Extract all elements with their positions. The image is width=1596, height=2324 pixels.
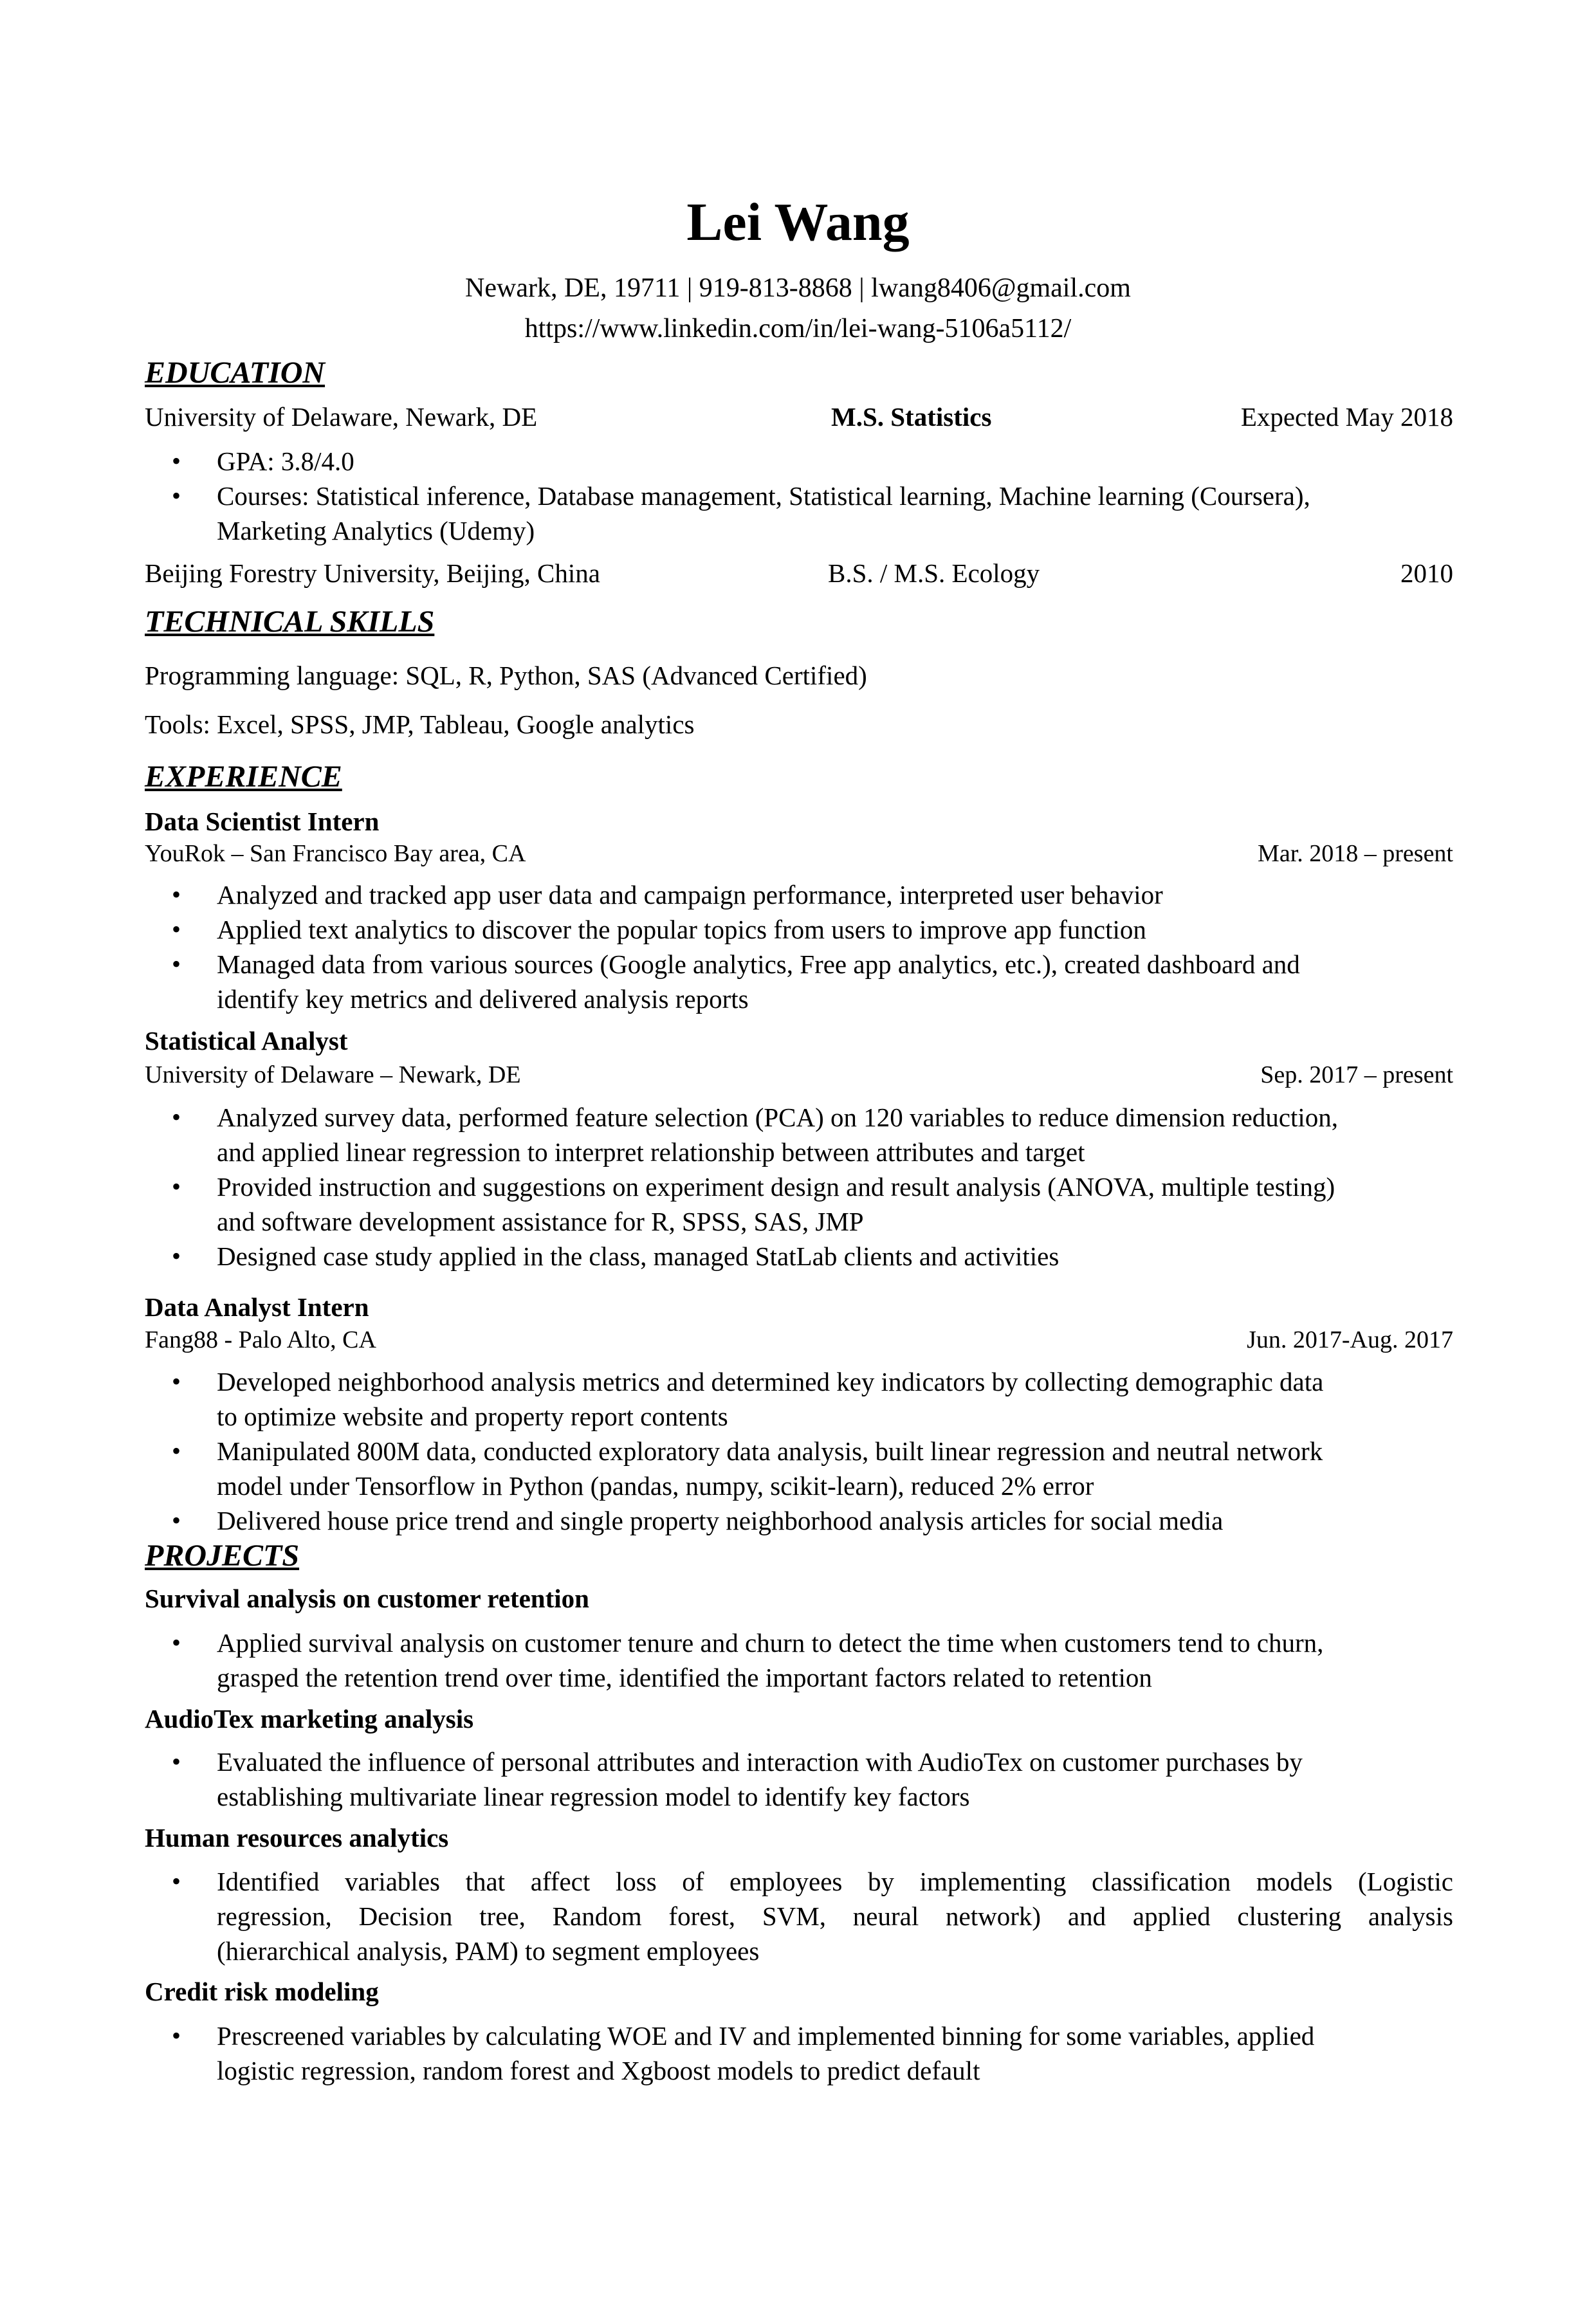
- bullet-icon: •: [172, 481, 181, 510]
- job-date: Sep. 2017 – present: [1260, 1061, 1453, 1088]
- bullet-icon: •: [172, 1436, 181, 1465]
- school-name: Beijing Forestry University, Beijing, China: [145, 558, 600, 588]
- bullet-icon: •: [172, 1241, 181, 1270]
- school-name: University of Delaware, Newark, DE: [145, 402, 538, 432]
- job-date: Jun. 2017-Aug. 2017: [1247, 1326, 1453, 1353]
- bullet-icon: •: [172, 915, 181, 944]
- bullet-icon: •: [172, 1747, 181, 1776]
- skills-tools: Tools: Excel, SPSS, JMP, Tableau, Google analytics: [145, 709, 695, 739]
- education-heading: EDUCATION: [145, 356, 326, 390]
- contact-info: Newark, DE, 19711 | 919-813-8868 | lwang8406@gmail.com: [465, 273, 1131, 303]
- education-entry-beijing: [145, 556, 1453, 590]
- graduation-date: 2010: [1400, 558, 1453, 588]
- job-meta: [145, 1057, 1453, 1092]
- projects-heading: PROJECTS: [145, 1539, 300, 1573]
- bullet-icon: •: [172, 880, 181, 909]
- bullet-icon: •: [172, 1867, 181, 1896]
- candidate-name: Lei Wang: [686, 192, 910, 252]
- job-date: Mar. 2018 – present: [1258, 840, 1453, 867]
- job-title: Data Scientist Intern: [145, 807, 380, 836]
- skills-heading: TECHNICAL SKILLS: [145, 605, 435, 639]
- job-org: University of Delaware – Newark, DE: [145, 1061, 521, 1088]
- bullet-icon: •: [172, 1628, 181, 1657]
- bullet-icon: •: [172, 1367, 181, 1396]
- project-title: AudioTex marketing analysis: [145, 1704, 474, 1734]
- job-org: YouRok – San Francisco Bay area, CA: [145, 840, 526, 867]
- skills-programming: Programming language: SQL, R, Python, SAS (Advanced Certified): [145, 661, 867, 690]
- bullet-icon: •: [172, 1506, 181, 1535]
- job-meta: [145, 836, 1453, 871]
- project-title: Credit risk modeling: [145, 1977, 379, 2006]
- graduation-date: Expected May 2018: [1240, 402, 1453, 432]
- bullet-icon: •: [172, 1172, 181, 1201]
- degree: M.S. Statistics: [831, 402, 992, 432]
- education-entry-delaware: [145, 399, 1453, 434]
- bullet-icon: •: [172, 446, 181, 475]
- bullet-icon: •: [172, 1103, 181, 1131]
- job-meta: [145, 1322, 1453, 1357]
- project-title: Human resources analytics: [145, 1823, 449, 1853]
- bullet-icon: •: [172, 949, 181, 978]
- job-title: Statistical Analyst: [145, 1026, 348, 1056]
- degree: B.S. / M.S. Ecology: [828, 558, 1040, 588]
- project-title: Survival analysis on customer retention: [145, 1584, 589, 1613]
- experience-heading: EXPERIENCE: [145, 760, 342, 794]
- bullet-icon: •: [172, 2021, 181, 2050]
- linkedin-url: https://www.linkedin.com/in/lei-wang-5106a5112/: [524, 314, 1072, 343]
- job-org: Fang88 - Palo Alto, CA: [145, 1326, 376, 1353]
- job-title: Data Analyst Intern: [145, 1292, 369, 1322]
- resume-page: Lei Wang Newark, DE, 19711 | 919-813-8868 | lwang8406@gmail.com https://www.linkedin.com/in/lei-wang-5106a5112/ EDUCATION University of Delaware, Newark, DE M.S. Statistics Expected May 2018 • GPA: 3.8/4.0 • Courses: Statistical inference, Database management, Statistical learning, Machine learning (Coursera), Marketing Analytics (Udemy) Beijing Forestry University, Beijing, China B.S. / M.S. Ecology 2010 TECHNICAL SKILLS Programming language: SQL, R, Python, SAS (Advanced Certified) Tools: Excel, SPSS, JMP, Tableau, Google analytics EXPERIENCE Data Scientist Intern YouRok – San Francisco Bay area, CA Mar. 2018 – present • Analyzed and tracked app user data and campaign performance, interpreted user behavior • Applied text analytics to discover the popular topics from users to improve app function • Managed data from various sources (Google analytics, Free app analytics, etc.), created dashboard and identify key metrics and delivered analysis reports Statistical Analyst University of Delaware – Newark, DE Sep. 2017 – present • Analyzed survey data, performed feature selection (PCA) on 120 variables to reduce dimension reduction, and applied linear regression to interpret relationship between attributes and target • Provided instruction and suggestions on experiment design and result analysis (ANOVA, multiple testing) and software development assistance for R, SPSS, SAS, JMP • Designed case study applied in the class, managed StatLab clients and activities Data Analyst Intern Fang88 - Palo Alto, CA Jun. 2017-Aug. 2017 • Developed neighborhood analysis metrics and determined key indicators by collecting demographic data to optimize website and property report contents • Manipulated 800M data, conducted exploratory data analysis, built linear regression and neutral network model under Tensorflow in Python (pandas, numpy, scikit-learn), reduced 2% error • Delivered house price trend and single property neighborhood analysis articles for social media PROJECTS Survival analysis on customer retention • Applied survival analysis on customer tenure and churn to detect the time when customers tend to churn, grasped the retention trend over time, identified the important factors related to retention AudioTex marketing analysis • Evaluated the influence of personal attributes and interaction with AudioTex on customer purchases by establishing multivariate linear regression model to identify key factors Human resources analytics • Identified variables that affect loss of employees by implementing classification models (Logistic regression, Decision tree, Random forest, SVM, neural network) and applied clustering analysis (hierarchical analysis, PAM) to segment employees Credit risk modeling • Prescreened variables by calculating WOE and IV and implemented binning for some variables, applied logistic regression, random forest and Xgboost models to predict default: [0, 0, 1596, 2324]
